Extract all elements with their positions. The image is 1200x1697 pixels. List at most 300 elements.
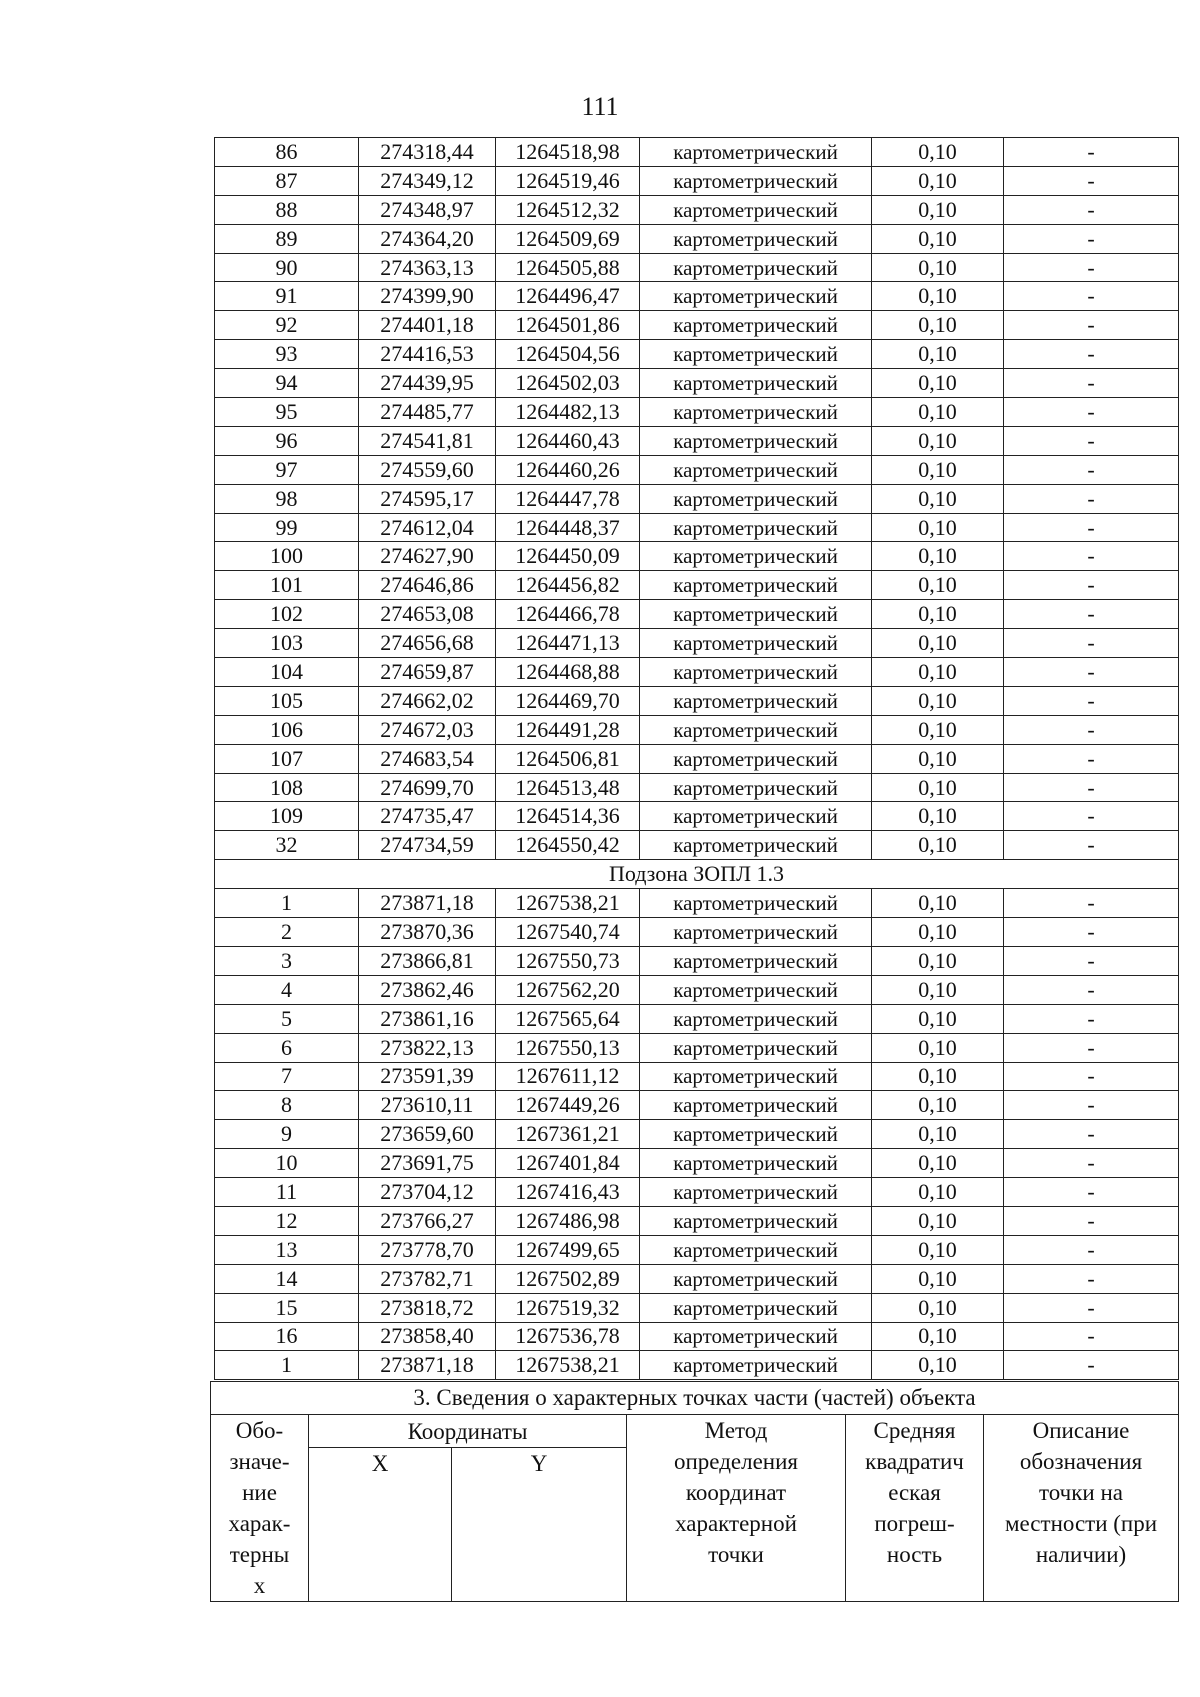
coord-x: 273691,75 xyxy=(359,1149,496,1178)
header-x: X xyxy=(309,1448,452,1602)
point-number: 12 xyxy=(215,1206,359,1235)
description: - xyxy=(1004,889,1179,918)
method: картометрический xyxy=(640,224,872,253)
description: - xyxy=(1004,253,1179,282)
mean-error: 0,10 xyxy=(872,686,1004,715)
coord-x: 273862,46 xyxy=(359,975,496,1004)
description: - xyxy=(1004,311,1179,340)
coord-x: 273858,40 xyxy=(359,1322,496,1351)
method: картометрический xyxy=(640,426,872,455)
mean-error: 0,10 xyxy=(872,513,1004,542)
method: картометрический xyxy=(640,1033,872,1062)
coord-x: 273704,12 xyxy=(359,1178,496,1207)
point-number: 13 xyxy=(215,1235,359,1264)
point-number: 94 xyxy=(215,369,359,398)
coord-x: 274699,70 xyxy=(359,773,496,802)
point-number: 7 xyxy=(215,1062,359,1091)
point-number: 101 xyxy=(215,571,359,600)
section3-title-row xyxy=(211,1382,1179,1415)
table-row xyxy=(215,831,1179,860)
table-row xyxy=(215,1264,1179,1293)
coord-y: 1264514,36 xyxy=(496,802,640,831)
description: - xyxy=(1004,918,1179,947)
method: картометрический xyxy=(640,629,872,658)
coord-y: 1267361,21 xyxy=(496,1120,640,1149)
description: - xyxy=(1004,744,1179,773)
method: картометрический xyxy=(640,686,872,715)
method: картометрический xyxy=(640,600,872,629)
coord-x: 274683,54 xyxy=(359,744,496,773)
coord-y: 1267550,13 xyxy=(496,1033,640,1062)
header-y: Y xyxy=(452,1448,627,1602)
coord-x: 274559,60 xyxy=(359,455,496,484)
point-number: 107 xyxy=(215,744,359,773)
table-row xyxy=(215,224,1179,253)
section3-title: 3. Сведения о характерных точках части (частей) объекта xyxy=(211,1382,1179,1415)
point-number: 105 xyxy=(215,686,359,715)
description: - xyxy=(1004,166,1179,195)
method: картометрический xyxy=(640,455,872,484)
mean-error: 0,10 xyxy=(872,398,1004,427)
coord-y: 1267538,21 xyxy=(496,889,640,918)
description: - xyxy=(1004,1264,1179,1293)
mean-error: 0,10 xyxy=(872,426,1004,455)
table-row xyxy=(215,715,1179,744)
mean-error: 0,10 xyxy=(872,773,1004,802)
mean-error: 0,10 xyxy=(872,166,1004,195)
point-number: 87 xyxy=(215,166,359,195)
coord-x: 273766,27 xyxy=(359,1206,496,1235)
description: - xyxy=(1004,542,1179,571)
coordinates-table-body xyxy=(215,138,1179,1380)
method: картометрический xyxy=(640,253,872,282)
table-row xyxy=(215,311,1179,340)
table-row xyxy=(215,455,1179,484)
description: - xyxy=(1004,1206,1179,1235)
point-number: 90 xyxy=(215,253,359,282)
point-number: 108 xyxy=(215,773,359,802)
method: картометрический xyxy=(640,138,872,167)
mean-error: 0,10 xyxy=(872,918,1004,947)
mean-error: 0,10 xyxy=(872,1120,1004,1149)
point-number: 97 xyxy=(215,455,359,484)
description: - xyxy=(1004,426,1179,455)
point-number: 3 xyxy=(215,946,359,975)
coord-y: 1267499,65 xyxy=(496,1235,640,1264)
coord-x: 273591,39 xyxy=(359,1062,496,1091)
mean-error: 0,10 xyxy=(872,1322,1004,1351)
coord-x: 274662,02 xyxy=(359,686,496,715)
coord-x: 274672,03 xyxy=(359,715,496,744)
point-number: 4 xyxy=(215,975,359,1004)
table-row xyxy=(215,629,1179,658)
coord-x: 273871,18 xyxy=(359,1351,496,1380)
coord-y: 1264448,37 xyxy=(496,513,640,542)
table-row xyxy=(215,1178,1179,1207)
table-row xyxy=(215,542,1179,571)
mean-error: 0,10 xyxy=(872,340,1004,369)
description: - xyxy=(1004,715,1179,744)
table-row xyxy=(215,1091,1179,1120)
table-row xyxy=(215,1033,1179,1062)
table-row xyxy=(215,1293,1179,1322)
coord-y: 1264468,88 xyxy=(496,658,640,687)
coord-x: 274348,97 xyxy=(359,195,496,224)
mean-error: 0,10 xyxy=(872,802,1004,831)
coord-x: 274363,13 xyxy=(359,253,496,282)
description: - xyxy=(1004,686,1179,715)
header-designation: Обо- значе- ние харак- терны х xyxy=(211,1415,309,1602)
table-row xyxy=(215,946,1179,975)
header-method: Метод определения координат характерной точки xyxy=(627,1415,846,1602)
coord-x: 274659,87 xyxy=(359,658,496,687)
mean-error: 0,10 xyxy=(872,1206,1004,1235)
coord-y: 1264501,86 xyxy=(496,311,640,340)
coord-x: 274656,68 xyxy=(359,629,496,658)
description: - xyxy=(1004,195,1179,224)
method: картометрический xyxy=(640,975,872,1004)
description: - xyxy=(1004,658,1179,687)
coord-y: 1267502,89 xyxy=(496,1264,640,1293)
coord-x: 274595,17 xyxy=(359,484,496,513)
method: картометрический xyxy=(640,831,872,860)
table-row xyxy=(215,513,1179,542)
method: картометрический xyxy=(640,542,872,571)
coord-y: 1264505,88 xyxy=(496,253,640,282)
method: картометрический xyxy=(640,715,872,744)
point-number: 100 xyxy=(215,542,359,571)
coord-y: 1264491,28 xyxy=(496,715,640,744)
coord-x: 274646,86 xyxy=(359,571,496,600)
point-number: 1 xyxy=(215,1351,359,1380)
description: - xyxy=(1004,629,1179,658)
description: - xyxy=(1004,398,1179,427)
method: картометрический xyxy=(640,166,872,195)
header-coordinates: Координаты xyxy=(309,1415,627,1448)
method: картометрический xyxy=(640,658,872,687)
point-number: 86 xyxy=(215,138,359,167)
coord-y: 1267550,73 xyxy=(496,946,640,975)
method: картометрический xyxy=(640,946,872,975)
table-row xyxy=(215,282,1179,311)
coord-x: 273659,60 xyxy=(359,1120,496,1149)
mean-error: 0,10 xyxy=(872,1062,1004,1091)
description: - xyxy=(1004,1091,1179,1120)
description: - xyxy=(1004,1120,1179,1149)
description: - xyxy=(1004,1351,1179,1380)
method: картометрический xyxy=(640,1351,872,1380)
coord-x: 273871,18 xyxy=(359,889,496,918)
point-number: 6 xyxy=(215,1033,359,1062)
mean-error: 0,10 xyxy=(872,715,1004,744)
table-row xyxy=(215,744,1179,773)
table-row xyxy=(215,1120,1179,1149)
mean-error: 0,10 xyxy=(872,1004,1004,1033)
coord-y: 1267536,78 xyxy=(496,1322,640,1351)
description: - xyxy=(1004,802,1179,831)
mean-error: 0,10 xyxy=(872,744,1004,773)
coord-y: 1264466,78 xyxy=(496,600,640,629)
description: - xyxy=(1004,1178,1179,1207)
point-number: 103 xyxy=(215,629,359,658)
point-number: 98 xyxy=(215,484,359,513)
mean-error: 0,10 xyxy=(872,311,1004,340)
method: картометрический xyxy=(640,282,872,311)
coord-y: 1264456,82 xyxy=(496,571,640,600)
description: - xyxy=(1004,513,1179,542)
table-row xyxy=(215,571,1179,600)
coord-y: 1267416,43 xyxy=(496,1178,640,1207)
coord-x: 274399,90 xyxy=(359,282,496,311)
table-row xyxy=(215,975,1179,1004)
table-row xyxy=(215,658,1179,687)
coord-x: 274653,08 xyxy=(359,600,496,629)
table-row xyxy=(215,369,1179,398)
method: картометрический xyxy=(640,513,872,542)
description: - xyxy=(1004,946,1179,975)
table-row xyxy=(215,918,1179,947)
subzone-row xyxy=(215,860,1179,889)
method: картометрический xyxy=(640,1004,872,1033)
header-description: Описание обозначения точки на местности (при наличии) xyxy=(984,1415,1179,1602)
description: - xyxy=(1004,773,1179,802)
mean-error: 0,10 xyxy=(872,658,1004,687)
coord-y: 1264509,69 xyxy=(496,224,640,253)
mean-error: 0,10 xyxy=(872,629,1004,658)
point-number: 89 xyxy=(215,224,359,253)
point-number: 32 xyxy=(215,831,359,860)
table-row xyxy=(215,1351,1179,1380)
mean-error: 0,10 xyxy=(872,282,1004,311)
method: картометрический xyxy=(640,311,872,340)
coord-y: 1264460,26 xyxy=(496,455,640,484)
mean-error: 0,10 xyxy=(872,571,1004,600)
table-row xyxy=(215,253,1179,282)
header-error: Средняя квадратич еская погреш- ность xyxy=(846,1415,984,1602)
method: картометрический xyxy=(640,918,872,947)
coord-y: 1264518,98 xyxy=(496,138,640,167)
mean-error: 0,10 xyxy=(872,1178,1004,1207)
table-row xyxy=(215,773,1179,802)
description: - xyxy=(1004,1293,1179,1322)
method: картометрический xyxy=(640,1120,872,1149)
coord-x: 274439,95 xyxy=(359,369,496,398)
coord-y: 1264469,70 xyxy=(496,686,640,715)
mean-error: 0,10 xyxy=(872,600,1004,629)
coord-x: 274401,18 xyxy=(359,311,496,340)
point-number: 11 xyxy=(215,1178,359,1207)
point-number: 88 xyxy=(215,195,359,224)
coord-y: 1264496,47 xyxy=(496,282,640,311)
description: - xyxy=(1004,224,1179,253)
coord-x: 274349,12 xyxy=(359,166,496,195)
coord-y: 1267486,98 xyxy=(496,1206,640,1235)
mean-error: 0,10 xyxy=(872,946,1004,975)
mean-error: 0,10 xyxy=(872,542,1004,571)
mean-error: 0,10 xyxy=(872,1235,1004,1264)
description: - xyxy=(1004,1004,1179,1033)
table-row xyxy=(215,195,1179,224)
method: картометрический xyxy=(640,369,872,398)
method: картометрический xyxy=(640,1062,872,1091)
table-row xyxy=(215,426,1179,455)
coord-x: 273822,13 xyxy=(359,1033,496,1062)
point-number: 2 xyxy=(215,918,359,947)
coord-x: 273861,16 xyxy=(359,1004,496,1033)
mean-error: 0,10 xyxy=(872,369,1004,398)
description: - xyxy=(1004,455,1179,484)
mean-error: 0,10 xyxy=(872,138,1004,167)
coord-y: 1264482,13 xyxy=(496,398,640,427)
table-row xyxy=(215,1322,1179,1351)
point-number: 106 xyxy=(215,715,359,744)
description: - xyxy=(1004,1033,1179,1062)
coord-x: 273610,11 xyxy=(359,1091,496,1120)
method: картометрический xyxy=(640,195,872,224)
method: картометрический xyxy=(640,1264,872,1293)
method: картометрический xyxy=(640,773,872,802)
coord-x: 274364,20 xyxy=(359,224,496,253)
coord-x: 274735,47 xyxy=(359,802,496,831)
method: картометрический xyxy=(640,398,872,427)
point-number: 14 xyxy=(215,1264,359,1293)
point-number: 102 xyxy=(215,600,359,629)
mean-error: 0,10 xyxy=(872,484,1004,513)
mean-error: 0,10 xyxy=(872,1351,1004,1380)
method: картометрический xyxy=(640,1206,872,1235)
coord-y: 1264519,46 xyxy=(496,166,640,195)
subzone-title: Подзона ЗОПЛ 1.3 xyxy=(215,860,1179,889)
coord-x: 274612,04 xyxy=(359,513,496,542)
table-row xyxy=(215,1206,1179,1235)
mean-error: 0,10 xyxy=(872,224,1004,253)
mean-error: 0,10 xyxy=(872,975,1004,1004)
point-number: 96 xyxy=(215,426,359,455)
method: картометрический xyxy=(640,1178,872,1207)
description: - xyxy=(1004,1322,1179,1351)
description: - xyxy=(1004,138,1179,167)
method: картометрический xyxy=(640,1149,872,1178)
coordinates-table xyxy=(214,137,1179,1380)
mean-error: 0,10 xyxy=(872,253,1004,282)
method: картометрический xyxy=(640,1091,872,1120)
coord-x: 274416,53 xyxy=(359,340,496,369)
mean-error: 0,10 xyxy=(872,455,1004,484)
point-number: 1 xyxy=(215,889,359,918)
point-number: 104 xyxy=(215,658,359,687)
coord-y: 1264506,81 xyxy=(496,744,640,773)
coord-y: 1267565,64 xyxy=(496,1004,640,1033)
coord-y: 1267540,74 xyxy=(496,918,640,947)
coord-x: 274627,90 xyxy=(359,542,496,571)
coord-y: 1264471,13 xyxy=(496,629,640,658)
method: картометрический xyxy=(640,889,872,918)
method: картометрический xyxy=(640,744,872,773)
point-number: 92 xyxy=(215,311,359,340)
method: картометрический xyxy=(640,1293,872,1322)
point-number: 9 xyxy=(215,1120,359,1149)
table-row xyxy=(215,1149,1179,1178)
coord-x: 274541,81 xyxy=(359,426,496,455)
coord-x: 273782,71 xyxy=(359,1264,496,1293)
method: картометрический xyxy=(640,802,872,831)
description: - xyxy=(1004,282,1179,311)
coord-x: 273866,81 xyxy=(359,946,496,975)
description: - xyxy=(1004,975,1179,1004)
mean-error: 0,10 xyxy=(872,1149,1004,1178)
method: картометрический xyxy=(640,484,872,513)
point-number: 95 xyxy=(215,398,359,427)
mean-error: 0,10 xyxy=(872,1293,1004,1322)
coord-y: 1264504,56 xyxy=(496,340,640,369)
point-number: 10 xyxy=(215,1149,359,1178)
method: картометрический xyxy=(640,571,872,600)
coord-y: 1264460,43 xyxy=(496,426,640,455)
mean-error: 0,10 xyxy=(872,889,1004,918)
section3-header-row-1 xyxy=(211,1415,1179,1448)
description: - xyxy=(1004,340,1179,369)
description: - xyxy=(1004,571,1179,600)
point-number: 16 xyxy=(215,1322,359,1351)
table-row xyxy=(215,889,1179,918)
section3-table xyxy=(210,1381,1179,1602)
coord-x: 273778,70 xyxy=(359,1235,496,1264)
table-row xyxy=(215,600,1179,629)
description: - xyxy=(1004,1149,1179,1178)
mean-error: 0,10 xyxy=(872,1264,1004,1293)
coord-y: 1264550,42 xyxy=(496,831,640,860)
table-row xyxy=(215,398,1179,427)
description: - xyxy=(1004,484,1179,513)
description: - xyxy=(1004,831,1179,860)
table-row xyxy=(215,1235,1179,1264)
description: - xyxy=(1004,369,1179,398)
mean-error: 0,10 xyxy=(872,1033,1004,1062)
description: - xyxy=(1004,600,1179,629)
point-number: 99 xyxy=(215,513,359,542)
coord-x: 273870,36 xyxy=(359,918,496,947)
point-number: 15 xyxy=(215,1293,359,1322)
coord-y: 1267538,21 xyxy=(496,1351,640,1380)
description: - xyxy=(1004,1235,1179,1264)
coord-y: 1264450,09 xyxy=(496,542,640,571)
method: картометрический xyxy=(640,340,872,369)
point-number: 91 xyxy=(215,282,359,311)
point-number: 93 xyxy=(215,340,359,369)
point-number: 5 xyxy=(215,1004,359,1033)
method: картометрический xyxy=(640,1322,872,1351)
table-row xyxy=(215,1004,1179,1033)
coord-y: 1264502,03 xyxy=(496,369,640,398)
table-row xyxy=(215,1062,1179,1091)
coord-y: 1267611,12 xyxy=(496,1062,640,1091)
coord-x: 274318,44 xyxy=(359,138,496,167)
coord-x: 274734,59 xyxy=(359,831,496,860)
page-number: 111 xyxy=(581,92,619,121)
coord-y: 1264447,78 xyxy=(496,484,640,513)
table-row xyxy=(215,166,1179,195)
table-row xyxy=(215,138,1179,167)
mean-error: 0,10 xyxy=(872,195,1004,224)
table-row xyxy=(215,686,1179,715)
coord-y: 1267562,20 xyxy=(496,975,640,1004)
coord-y: 1264512,32 xyxy=(496,195,640,224)
table-row xyxy=(215,484,1179,513)
point-number: 109 xyxy=(215,802,359,831)
table-row xyxy=(215,340,1179,369)
mean-error: 0,10 xyxy=(872,831,1004,860)
coord-y: 1267519,32 xyxy=(496,1293,640,1322)
